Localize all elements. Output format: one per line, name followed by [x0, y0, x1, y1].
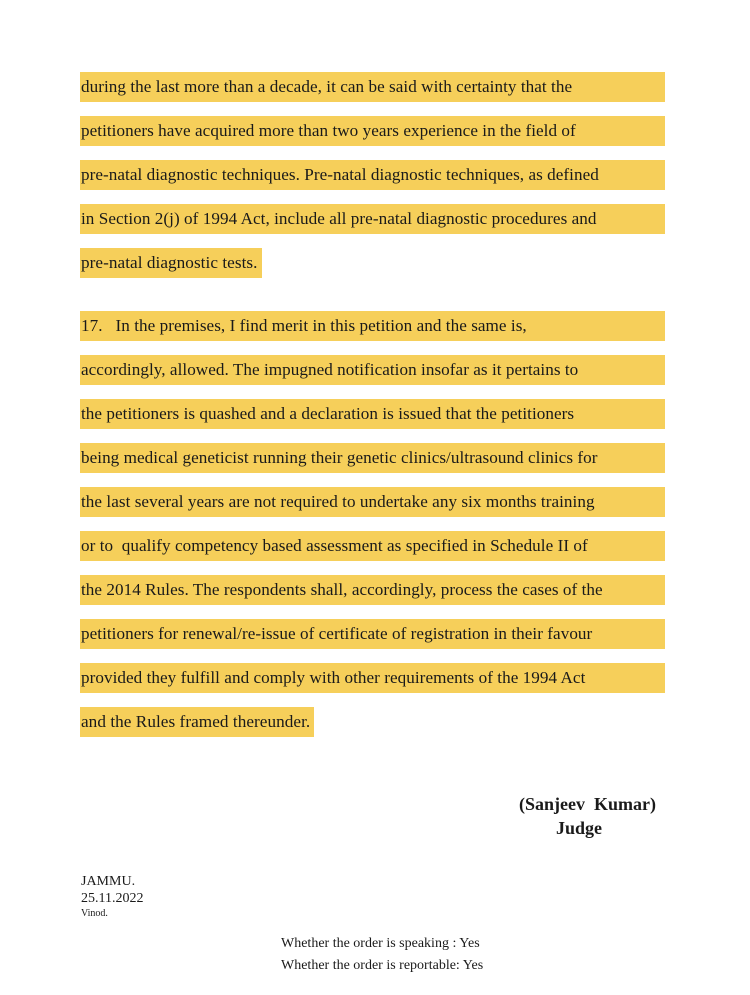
judge-name: (Sanjeev Kumar): [519, 794, 656, 814]
text-line: pre-natal diagnostic techniques. Pre-natal diagnostic techniques, as defined: [80, 160, 665, 190]
paragraph-2: [80, 311, 665, 751]
text-line: in Section 2(j) of 1994 Act, include all pre-natal diagnostic procedures and: [80, 204, 665, 234]
text-line: petitioners have acquired more than two years experience in the field of: [80, 116, 665, 146]
text-line: pre-natal diagnostic tests.: [80, 248, 262, 278]
text-line: and the Rules framed thereunder.: [80, 707, 314, 737]
text-line: provided they fulfill and comply with other requirements of the 1994 Act: [80, 663, 665, 693]
text-line: the last several years are not required to undertake any six months training: [80, 487, 665, 517]
text-line: being medical geneticist running their genetic clinics/ultrasound clinics for: [80, 443, 665, 473]
paragraph-1: [80, 72, 665, 292]
judge-title: Judge: [556, 818, 603, 838]
text-line: petitioners for renewal/re-issue of certificate of registration in their favour: [80, 619, 665, 649]
text-line: 17. In the premises, I find merit in this petition and the same is,: [80, 311, 665, 341]
typist-initials: Vinod.: [81, 908, 108, 919]
text-line: the 2014 Rules. The respondents shall, accordingly, process the cases of the: [80, 575, 665, 605]
text-line: during the last more than a decade, it can be said with certainty that the: [80, 72, 665, 102]
order-date: 25.11.2022: [81, 891, 144, 906]
text-line: accordingly, allowed. The impugned notification insofar as it pertains to: [80, 355, 665, 385]
reportable-status: Whether the order is reportable: Yes: [281, 958, 484, 973]
speaking-status: Whether the order is speaking : Yes: [281, 936, 480, 951]
place: JAMMU.: [81, 874, 136, 889]
text-line: or to qualify competency based assessment as specified in Schedule II of: [80, 531, 665, 561]
text-line: the petitioners is quashed and a declaration is issued that the petitioners: [80, 399, 665, 429]
